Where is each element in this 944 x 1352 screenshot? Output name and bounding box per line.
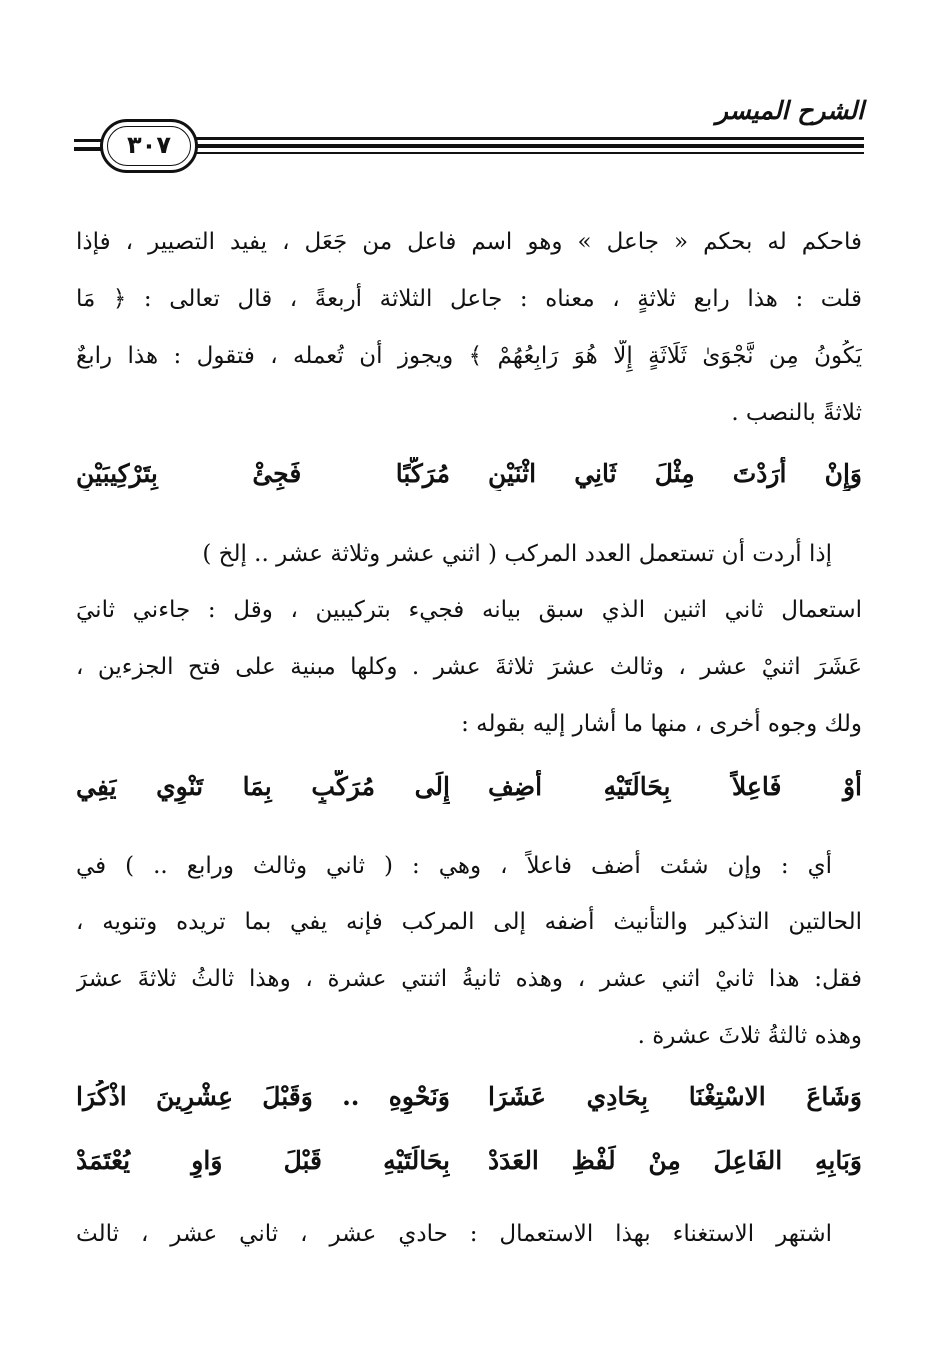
paragraph-line: اشتهر الاستغناء بهذا الاستعمال : حادي عشر ، ثاني عشر ، ثالث bbox=[76, 1221, 832, 1247]
header-rule-bottom bbox=[196, 152, 864, 154]
verse-line bbox=[76, 1144, 862, 1180]
paragraph-line: وهذه ثالثةُ ثلاثَ عشرة . bbox=[637, 1023, 862, 1049]
verse-line bbox=[76, 1080, 862, 1116]
paragraph-line: عَشَرَ اثنيْ عشر ، وثالث عشرَ ثلاثةَ عشر . وكلها مبنية على فتح الجزءين ، bbox=[76, 654, 862, 680]
verse-first-hemistich: وَإِنْ أَرَدْتَ مِثْلَ ثَانِي اثْنَيْنِ bbox=[488, 459, 862, 488]
paragraph-line: فقل: هذا ثانيْ اثني عشر ، وهذه ثانيةُ اثنتي عشرة ، وهذا ثالثُ ثلاثةَ عشرَ bbox=[76, 966, 862, 992]
verse-second-hemistich: بِحَالَتَيْهِ قَبْلَ وَاوٍ يُعْتَمَدْ bbox=[76, 1146, 450, 1175]
page-number: ٣٠٧ bbox=[127, 131, 171, 159]
verse-first-hemistich: وَشَاعَ الاسْتِغْنَا بِحَادِي عَشَرَا bbox=[488, 1082, 862, 1111]
page-number-badge bbox=[100, 119, 198, 173]
paragraph-line: استعمال ثاني اثنين الذي سبق بيانه فجيء بتركيبين ، وقل : جاءني ثانيَ bbox=[76, 597, 862, 623]
header-rule-middle bbox=[196, 144, 864, 148]
paragraph-line: ثلاثةً بالنصب . bbox=[731, 400, 862, 426]
paragraph-line: ولك وجوه أخرى ، منها ما أشار إليه بقوله : bbox=[461, 711, 862, 737]
verse-line bbox=[76, 770, 862, 806]
verse-second-hemistich: مُرَكَّبًا فَجِئْ بِتَرْكِيبَيْنِ bbox=[76, 459, 450, 488]
paragraph-line: إذا أردت أن تستعمل العدد المركب ( اثني عشر وثلاثة عشر .. إلخ ) bbox=[202, 541, 832, 567]
verse-first-hemistich: أَوْ فَاعِلاً بِحَالَتَيْهِ أَضِفِ bbox=[488, 772, 862, 801]
verse-second-hemistich: إِلَى مُرَكَّبٍ بِمَا تَنْوِي يَفِي bbox=[76, 772, 450, 801]
verse-line bbox=[76, 457, 862, 493]
verse-second-hemistich: وَنَحْوِهِ .. وَقَبْلَ عِشْرِينَ اذْكُرَا bbox=[76, 1082, 450, 1111]
paragraph-line: فاحكم له بحكم « جاعل » وهو اسم فاعل من جَعَل ، يفيد التصيير ، فإذا bbox=[76, 229, 862, 255]
paragraph-line: قلت : هذا رابع ثلاثةٍ ، معناه : جاعل الثلاثة أربعةً ، قال تعالى : ﴿ مَا bbox=[76, 286, 862, 312]
paragraph-line: يَكُونُ مِن نَّجْوَىٰ ثَلَاثَةٍ إِلَّا هُوَ رَابِعُهُمْ ﴾ ويجوز أن تُعمله ، فتقول : هذا رابعٌ bbox=[76, 343, 862, 369]
paragraph-line: الحالتين التذكير والتأنيث أضفه إلى المركب فإنه يفي بما تريده وتنويه ، bbox=[76, 909, 862, 935]
running-title: الشرح الميسر bbox=[715, 96, 864, 125]
header-rule-top bbox=[196, 137, 864, 140]
verse-first-hemistich: وَبَابِهِ الفَاعِلَ مِنْ لَفْظِ العَدَدْ bbox=[488, 1146, 862, 1175]
paragraph-line: أي : وإن شئت أضف فاعلاً ، وهي : ( ثاني وثالث ورابع .. ) في bbox=[76, 853, 832, 879]
